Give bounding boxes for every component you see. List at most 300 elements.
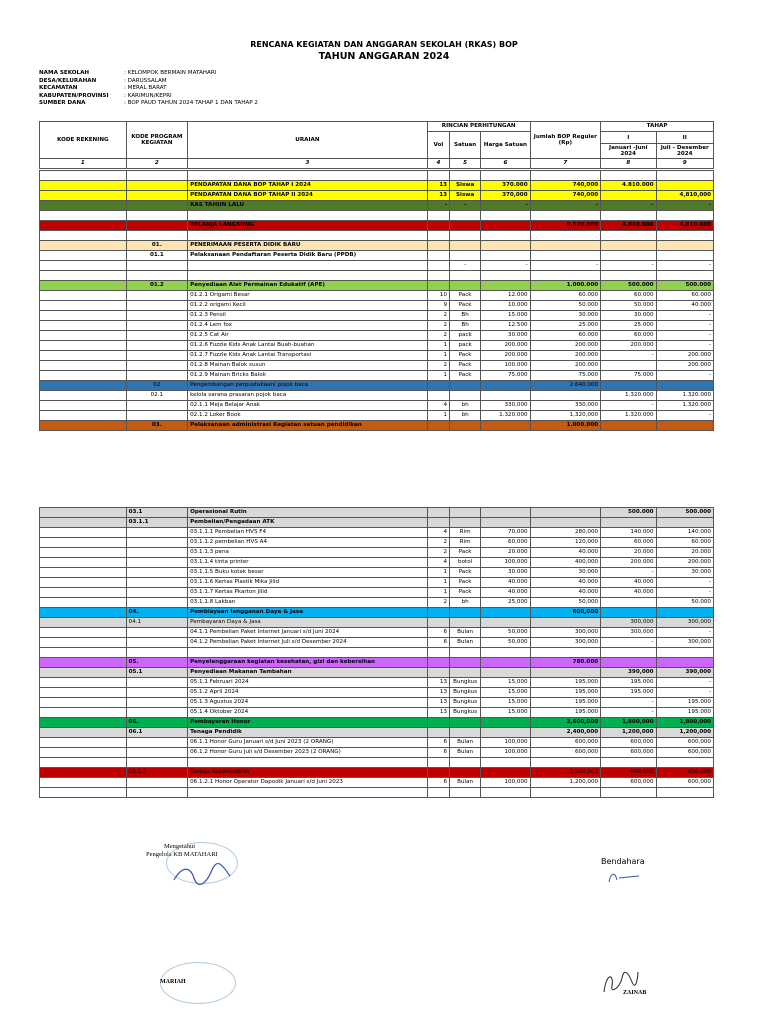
cell-tahap2: 200.000 (656, 351, 713, 361)
cell-kode-rekening (40, 301, 127, 311)
cell-kode-rekening (40, 748, 127, 758)
cell-harga: 1.320.000 (481, 411, 530, 421)
cell-uraian: 01.2.7 Fuzzle Kids Anak Lantai Transportasi (188, 351, 428, 361)
table-row (40, 678, 714, 688)
cell-uraian: BELANJA LANGSUNG (188, 221, 428, 231)
cell-kode-rekening (40, 381, 127, 391)
cell-kode-rekening (40, 788, 127, 798)
cell-kode-rekening (40, 391, 127, 401)
cell-vol (427, 381, 449, 391)
cell-satuan: Pack (450, 568, 481, 578)
cell-tahap1: - (601, 261, 656, 271)
cell-harga (481, 648, 530, 658)
table-row (40, 371, 714, 381)
cell-tahap2: 600,000 (656, 778, 713, 788)
cell-tahap1: 500.000 (601, 508, 656, 518)
cell-tahap2: 20.000 (656, 548, 713, 558)
cell-jumlah (530, 668, 601, 678)
cell-kode-program (126, 788, 187, 798)
cell-kode-rekening (40, 738, 127, 748)
cell-tahap2 (656, 211, 713, 221)
cell-jumlah: 600,000 (530, 608, 601, 618)
table-row (40, 728, 714, 738)
cell-satuan: - (450, 261, 481, 271)
cell-uraian: Pembelian/Pengadaan ATK (188, 518, 428, 528)
cell-kode-rekening (40, 361, 127, 371)
info-label: NAMA SEKOLAH (39, 70, 90, 76)
cell-satuan: Bh (450, 321, 481, 331)
cell-uraian: 05.1.1 Februari 2024 (188, 678, 428, 688)
cell-vol (427, 718, 449, 728)
cell-harga: 10.000 (481, 301, 530, 311)
cell-vol: 2 (427, 321, 449, 331)
cell-vol: 2 (427, 331, 449, 341)
cell-kode-program: 06. (126, 718, 187, 728)
cell-kode-program (126, 371, 187, 381)
table-row (40, 618, 714, 628)
cell-jumlah: 2,400,000 (530, 728, 601, 738)
table-row (40, 271, 714, 281)
cell-kode-rekening (40, 191, 127, 201)
cell-harga (481, 668, 530, 678)
cell-harga: 12.000 (481, 291, 530, 301)
cell-tahap1: 195.000 (601, 678, 656, 688)
table-row (40, 421, 714, 431)
cell-tahap1: 200.000 (601, 341, 656, 351)
cell-kode-rekening (40, 261, 127, 271)
cell-satuan (450, 171, 481, 181)
cell-jumlah: 780.000 (530, 658, 601, 668)
cell-kode-program (126, 758, 187, 768)
cell-tahap2: - (656, 311, 713, 321)
cell-kode-program (126, 778, 187, 788)
cell-harga: 60,000 (481, 538, 530, 548)
cell-tahap2: 60.000 (656, 291, 713, 301)
cell-jumlah (530, 648, 601, 658)
cell-uraian: Penyelenggaraan kegiatan kesehatan, gizi dan kebersihan (188, 658, 428, 668)
cell-vol (427, 251, 449, 261)
cell-vol: 2 (427, 598, 449, 608)
cell-satuan (450, 508, 481, 518)
cell-vol (427, 261, 449, 271)
cell-uraian: 03.1.1.7 Kertas Pkarton Jilid (188, 588, 428, 598)
cell-satuan: Siswa (450, 181, 481, 191)
info-label: KABUPATEN/PROVINSI (39, 92, 109, 99)
cell-vol: 2 (427, 361, 449, 371)
cell-uraian: 05.1.4 Oktober 2024 (188, 708, 428, 718)
cell-kode-rekening (40, 538, 127, 548)
table-row (40, 558, 714, 568)
cell-kode-rekening (40, 688, 127, 698)
cell-tahap1: - (601, 698, 656, 708)
cell-kode-rekening (40, 708, 127, 718)
cell-vol (427, 231, 449, 241)
cell-kode-rekening (40, 728, 127, 738)
cell-satuan: Pack (450, 588, 481, 598)
cell-tahap1: 140.000 (601, 528, 656, 538)
cell-harga: 50,000 (481, 628, 530, 638)
cell-uraian: 01.2.3 Pensil (188, 311, 428, 321)
cell-kode-program: 03.1 (126, 508, 187, 518)
cell-harga (481, 718, 530, 728)
table-row (40, 391, 714, 401)
cell-tahap2: - (656, 201, 713, 211)
table-row (40, 588, 714, 598)
table-row (40, 698, 714, 708)
cell-kode-program (126, 678, 187, 688)
cell-kode-rekening (40, 768, 127, 778)
cell-satuan: Pack (450, 548, 481, 558)
table-row (40, 608, 714, 618)
cell-tahap2: - (656, 578, 713, 588)
cell-jumlah: 1,200,000 (530, 778, 601, 788)
cell-uraian: kelola sarana prasaran pojok baca (188, 391, 428, 401)
cell-uraian: Operasional Rutin (188, 508, 428, 518)
cell-harga: 15,000 (481, 678, 530, 688)
cell-kode-rekening (40, 698, 127, 708)
cell-uraian (188, 171, 428, 181)
header-uraian: URAIAN (188, 122, 428, 159)
table-row (40, 291, 714, 301)
cell-harga (481, 421, 530, 431)
treasurer-name: ZAINAB (623, 990, 647, 996)
cell-tahap1 (601, 788, 656, 798)
table-row (40, 311, 714, 321)
cell-uraian (188, 788, 428, 798)
cell-kode-program: 06.1.2 (126, 768, 187, 778)
cell-jumlah (530, 518, 601, 528)
cell-jumlah (530, 271, 601, 281)
cell-kode-program (126, 231, 187, 241)
cell-harga: 200.000 (481, 351, 530, 361)
cell-tahap1: 1,800,000 (601, 718, 656, 728)
info-row (39, 85, 258, 93)
cell-jumlah: 1.000.000 (530, 281, 601, 291)
cell-satuan: bh (450, 401, 481, 411)
cell-tahap2 (656, 381, 713, 391)
cell-jumlah: 400,000 (530, 558, 601, 568)
cell-uraian: 01.2.4 Lem fox (188, 321, 428, 331)
budget-table-part1 (39, 170, 714, 431)
column-number: 5 (449, 159, 480, 169)
cell-tahap2: 500.000 (656, 508, 713, 518)
cell-tahap2 (656, 271, 713, 281)
header-tahap2-period: Juli - Desember 2024 (656, 144, 714, 159)
cell-satuan (450, 231, 481, 241)
cell-jumlah: 1,320,000 (530, 411, 601, 421)
cell-jumlah: 25.000 (530, 321, 601, 331)
table-row (40, 538, 714, 548)
cell-kode-program: 02.1 (126, 391, 187, 401)
cell-tahap2: 600,000 (656, 768, 713, 778)
cell-satuan: Bulan (450, 638, 481, 648)
cell-tahap1: 1,200,000 (601, 728, 656, 738)
cell-satuan: Pack (450, 351, 481, 361)
cell-kode-program (126, 648, 187, 658)
cell-harga (481, 768, 530, 778)
cell-kode-program: 03.1.1 (126, 518, 187, 528)
cell-harga: 30.000 (481, 568, 530, 578)
cell-tahap2: 30.000 (656, 568, 713, 578)
cell-tahap1: 200.000 (601, 558, 656, 568)
table-row (40, 181, 714, 191)
cell-satuan: Pack (450, 291, 481, 301)
cell-kode-rekening (40, 311, 127, 321)
cell-kode-rekening (40, 171, 127, 181)
cell-jumlah: 330,000 (530, 401, 601, 411)
cell-uraian: 06.1.1 Honor Guru Januari s/d Juni 2023 (2 ORANG) (188, 738, 428, 748)
cell-harga (481, 281, 530, 291)
cell-satuan: pack (450, 331, 481, 341)
cell-jumlah: 60.000 (530, 291, 601, 301)
cell-tahap1: 1.320.000 (601, 411, 656, 421)
table-row (40, 301, 714, 311)
header-tahap1-period: Januari -Juni 2024 (601, 144, 656, 159)
cell-tahap2: - (656, 628, 713, 638)
cell-uraian: 03.1.1.6 Kertas Plastik Mika Jilid (188, 578, 428, 588)
cell-tahap2 (656, 658, 713, 668)
cell-harga (481, 728, 530, 738)
table-row (40, 668, 714, 678)
cell-kode-program (126, 261, 187, 271)
cell-tahap2: 40.000 (656, 301, 713, 311)
cell-harga: 100,000 (481, 748, 530, 758)
cell-satuan (450, 211, 481, 221)
cell-tahap2: - (656, 688, 713, 698)
cell-tahap2 (656, 181, 713, 191)
cell-kode-program (126, 588, 187, 598)
cell-kode-program: 01.1 (126, 251, 187, 261)
cell-kode-program (126, 548, 187, 558)
cell-tahap1: - (601, 638, 656, 648)
cell-kode-program: 05.1 (126, 668, 187, 678)
cell-uraian: 04.1.1 Pembelian Paket Internet Januari s/d Juni 2024 (188, 628, 428, 638)
cell-kode-rekening (40, 668, 127, 678)
cell-satuan (450, 251, 481, 261)
cell-satuan: Siswa (450, 191, 481, 201)
cell-harga: 370,000 (481, 191, 530, 201)
cell-kode-rekening (40, 608, 127, 618)
cell-vol: 13 (427, 191, 449, 201)
cell-kode-program (126, 351, 187, 361)
cell-vol: 6 (427, 638, 449, 648)
cell-vol (427, 618, 449, 628)
cell-jumlah: 3,600,000 (530, 718, 601, 728)
cell-kode-rekening (40, 331, 127, 341)
cell-kode-program (126, 171, 187, 181)
cell-satuan (450, 728, 481, 738)
cell-tahap2: 4,810,000 (656, 191, 713, 201)
budget-table-part2 (39, 507, 714, 798)
table-row (40, 221, 714, 231)
cell-jumlah (530, 211, 601, 221)
cell-kode-rekening (40, 221, 127, 231)
table-row (40, 528, 714, 538)
cell-tahap1: - (601, 351, 656, 361)
cell-harga: - (481, 201, 530, 211)
cell-kode-program (126, 331, 187, 341)
cell-kode-rekening (40, 588, 127, 598)
cell-jumlah: 30.000 (530, 311, 601, 321)
cell-uraian (188, 261, 428, 271)
cell-kode-rekening (40, 648, 127, 658)
cell-kode-rekening (40, 281, 127, 291)
cell-harga: 330,000 (481, 401, 530, 411)
cell-jumlah: 195.000 (530, 708, 601, 718)
cell-vol (427, 668, 449, 678)
cell-vol (427, 171, 449, 181)
table-row (40, 518, 714, 528)
cell-harga: 15,000 (481, 698, 530, 708)
cell-vol: 6 (427, 738, 449, 748)
cell-harga: 15,000 (481, 708, 530, 718)
cell-jumlah: 195,000 (530, 678, 601, 688)
cell-satuan (450, 768, 481, 778)
header-kode-rekening: KODE REKENING (40, 122, 127, 159)
cell-tahap1: 390,000 (601, 668, 656, 678)
cell-vol (427, 658, 449, 668)
cell-vol: 13 (427, 688, 449, 698)
cell-uraian: Penyediaan Alat Permainan Edukatif (APE) (188, 281, 428, 291)
table-row (40, 331, 714, 341)
cell-uraian (188, 211, 428, 221)
cell-uraian: 01.2.1 Origami Besar (188, 291, 428, 301)
cell-kode-rekening (40, 718, 127, 728)
cell-harga (481, 231, 530, 241)
cell-kode-program (126, 688, 187, 698)
cell-satuan (450, 788, 481, 798)
header-kode-program: KODE PROGRAM KEGIATAN (126, 122, 187, 159)
cell-satuan (450, 241, 481, 251)
document-subtitle: TAHUN ANGGARAN 2024 (318, 51, 450, 62)
cell-kode-rekening (40, 271, 127, 281)
cell-uraian (188, 271, 428, 281)
cell-tahap1: 25.000 (601, 321, 656, 331)
cell-tahap2: - (656, 261, 713, 271)
cell-jumlah: 60.000 (530, 331, 601, 341)
cell-tahap1 (601, 231, 656, 241)
cell-tahap2: - (656, 341, 713, 351)
header-harga: Harga Satuan (481, 132, 530, 159)
cell-kode-rekening (40, 568, 127, 578)
cell-jumlah: 200.000 (530, 351, 601, 361)
info-value: : MERAL BARAT (124, 85, 167, 92)
cell-vol (427, 758, 449, 768)
cell-kode-program: 02 (126, 381, 187, 391)
cell-kode-program (126, 528, 187, 538)
cell-kode-rekening (40, 211, 127, 221)
cell-tahap2: 300,000 (656, 618, 713, 628)
table-row (40, 201, 714, 211)
header-tahap2: II (656, 132, 714, 144)
cell-tahap2: - (656, 411, 713, 421)
cell-harga (481, 221, 530, 231)
cell-tahap2: - (656, 321, 713, 331)
cell-harga: 50,000 (481, 638, 530, 648)
cell-kode-rekening (40, 528, 127, 538)
cell-tahap2: 500.000 (656, 281, 713, 291)
cell-satuan: Bungkus (450, 688, 481, 698)
table-row (40, 768, 714, 778)
cell-satuan: Bulan (450, 628, 481, 638)
column-number: 1 (40, 159, 127, 169)
cell-harga (481, 211, 530, 221)
cell-harga (481, 608, 530, 618)
cell-tahap1 (601, 191, 656, 201)
cell-kode-program (126, 738, 187, 748)
table-row (40, 261, 714, 271)
cell-jumlah: 600,000 (530, 738, 601, 748)
cell-uraian: Pelaksanaan administrasi Kegiatan satuan pendidikan (188, 421, 428, 431)
cell-vol: 1 (427, 568, 449, 578)
cell-tahap1: 40.000 (601, 578, 656, 588)
cell-tahap2: - (656, 678, 713, 688)
cell-satuan (450, 518, 481, 528)
cell-tahap2 (656, 171, 713, 181)
manager-name: MARIAH (160, 979, 186, 985)
column-number: 2 (126, 159, 187, 169)
cell-satuan (450, 618, 481, 628)
cell-kode-program (126, 321, 187, 331)
cell-tahap2 (656, 231, 713, 241)
cell-harga: 70,000 (481, 528, 530, 538)
cell-uraian: Tenaga Pendidik (188, 728, 428, 738)
cell-tahap2: 60.000 (656, 538, 713, 548)
cell-vol: 2 (427, 538, 449, 548)
cell-satuan: pack (450, 341, 481, 351)
cell-harga: 20.000 (481, 548, 530, 558)
column-number: 7 (530, 159, 601, 169)
cell-uraian: Pembiayaan langganan Daya & Jasa (188, 608, 428, 618)
cell-uraian: Tenaga Kependidikan (188, 768, 428, 778)
cell-tahap1 (601, 361, 656, 371)
cell-tahap2: 140.000 (656, 528, 713, 538)
cell-satuan: bh (450, 598, 481, 608)
cell-uraian: Penyediaan Makanan Tambahan (188, 668, 428, 678)
cell-harga (481, 391, 530, 401)
cell-tahap1: 300,000 (601, 618, 656, 628)
budget-table-header (39, 121, 714, 169)
cell-satuan: Pack (450, 361, 481, 371)
cell-harga (481, 251, 530, 261)
cell-tahap2: 4.810.000 (656, 221, 713, 231)
cell-tahap1: 60.000 (601, 291, 656, 301)
cell-tahap2 (656, 758, 713, 768)
info-label: DESA/KELURAHAN (39, 77, 97, 84)
cell-kode-program (126, 341, 187, 351)
cell-tahap1: - (601, 708, 656, 718)
cell-vol (427, 768, 449, 778)
cell-jumlah: 280,000 (530, 528, 601, 538)
cell-uraian: 06.1.2 Honor Guru Juli s/d Desember 2023 (2 ORANG) (188, 748, 428, 758)
cell-kode-rekening (40, 548, 127, 558)
info-value: : KARIMUN/KEPRI (124, 92, 172, 99)
table-row (40, 568, 714, 578)
treasurer-label: Bendahara (601, 857, 645, 866)
cell-jumlah: 740,000 (530, 191, 601, 201)
cell-jumlah: 120,000 (530, 538, 601, 548)
cell-uraian: 05.1.3 Agustus 2024 (188, 698, 428, 708)
cell-jumlah: 200.000 (530, 361, 601, 371)
table-row (40, 758, 714, 768)
cell-jumlah: 40.000 (530, 578, 601, 588)
cell-tahap1: 50.000 (601, 301, 656, 311)
table-row (40, 281, 714, 291)
cell-tahap2: 300,000 (656, 638, 713, 648)
cell-kode-rekening (40, 658, 127, 668)
table-row (40, 341, 714, 351)
cell-kode-rekening (40, 628, 127, 638)
